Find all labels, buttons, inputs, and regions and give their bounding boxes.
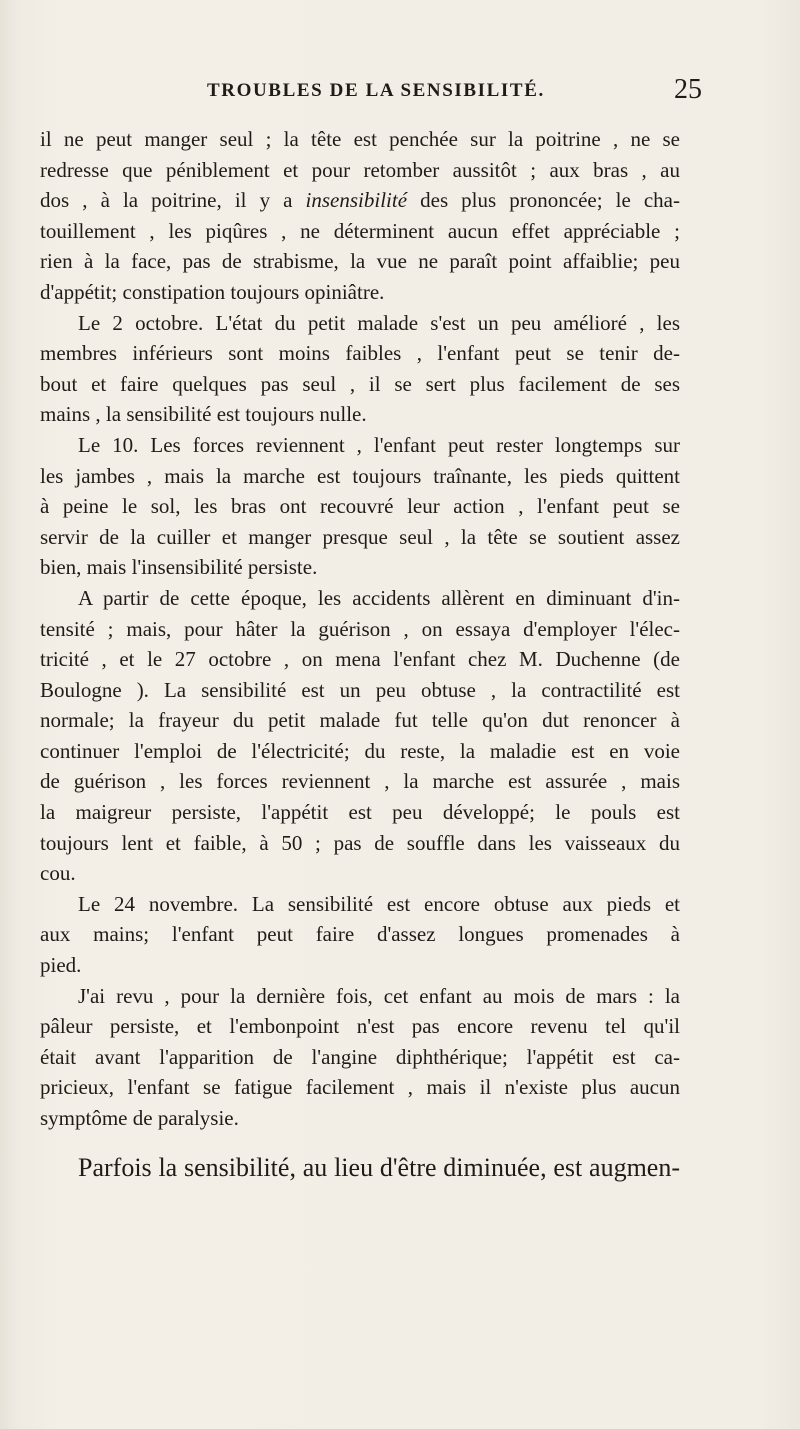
text-line-segment: était avant l'apparition de l'angine diphthérique; l'appétit est ca-	[40, 1044, 680, 1069]
text-line	[40, 858, 680, 889]
text-line	[40, 1072, 680, 1103]
italic-term: insensibilité	[305, 188, 408, 213]
text-line	[40, 797, 680, 828]
text-line-segment: pied.	[40, 953, 82, 978]
text-line-segment: Boulogne ). La sensibilité est un peu obtuse , la contractilité est	[40, 677, 680, 702]
text-line	[40, 155, 680, 186]
text-line-segment: A partir de cette époque, les accidents allèrent en diminuant d'in-	[78, 585, 680, 610]
text-line	[40, 124, 680, 155]
text-line	[40, 889, 680, 920]
text-line	[40, 216, 680, 247]
text-line	[40, 766, 680, 797]
text-line	[40, 369, 680, 400]
text-line	[40, 644, 680, 675]
text-line-segment: aux mains; l'enfant peut faire d'assez longues promenades à	[40, 922, 680, 947]
text-line-segment: les jambes , mais la marche est toujours traînante, les pieds quittent	[40, 463, 680, 488]
text-line	[40, 246, 680, 277]
text-line	[40, 185, 680, 216]
text-line-segment: la maigreur persiste, l'appétit est peu développé; le pouls est	[40, 800, 680, 825]
text-line-segment: dos , à la poitrine, il y a	[40, 188, 306, 213]
text-line	[40, 338, 680, 369]
text-line-segment: à peine le sol, les bras ont recouvré leur action , l'enfant peut se	[40, 494, 680, 519]
text-line-segment: pricieux, l'enfant se fatigue facilement , mais il n'existe plus aucun	[40, 1075, 680, 1100]
page-header	[0, 74, 800, 110]
text-line	[40, 675, 680, 706]
text-line-segment: Le 10. Les forces reviennent , l'enfant peut rester longtemps sur	[78, 432, 680, 457]
text-line	[40, 461, 680, 492]
text-line	[40, 1011, 680, 1042]
text-line	[40, 308, 680, 339]
text-line-segment: toujours lent et faible, à 50 ; pas de souffle dans les vaisseaux du	[40, 830, 680, 855]
text-line	[40, 828, 680, 859]
text-line	[40, 736, 680, 767]
text-line-segment: J'ai revu , pour la dernière fois, cet enfant au mois de mars : la	[78, 983, 680, 1008]
text-line-segment: servir de la cuiller et manger presque seul , la tête se soutient assez	[40, 524, 680, 549]
text-line	[40, 919, 680, 950]
text-line-segment: Le 2 octobre. L'état du petit malade s'est un peu amélioré , les	[78, 310, 680, 335]
text-line	[40, 614, 680, 645]
text-line-segment: redresse que péniblement et pour retomber aussitôt ; aux bras , au	[40, 157, 680, 182]
text-line-segment: Parfois la sensibilité, au lieu d'être diminuée, est augmen-	[78, 1152, 680, 1182]
text-line-segment: membres inférieurs sont moins faibles , l'enfant peut se tenir de-	[40, 341, 680, 366]
text-line-segment: des plus prononcée; le cha-	[407, 188, 680, 213]
text-line-segment: normale; la frayeur du petit malade fut telle qu'on dut renoncer à	[40, 708, 680, 733]
text-line-segment: pâleur persiste, et l'embonpoint n'est pas encore revenu tel qu'il	[40, 1014, 680, 1039]
text-line	[40, 1146, 680, 1190]
text-line	[40, 705, 680, 736]
text-line	[40, 981, 680, 1012]
text-line-segment: tricité , et le 27 octobre , on mena l'enfant chez M. Duchenne (de	[40, 647, 680, 672]
text-line	[40, 552, 680, 583]
text-line	[40, 950, 680, 981]
text-line-segment: mains , la sensibilité est toujours nulle.	[40, 402, 367, 427]
running-head: TROUBLES DE LA SENSIBILITÉ.	[207, 80, 545, 101]
text-line	[40, 583, 680, 614]
text-line-segment: bout et faire quelques pas seul , il se sert plus facilement de ses	[40, 371, 680, 396]
text-line-segment: cou.	[40, 861, 76, 886]
text-line	[40, 491, 680, 522]
text-line-segment: tensité ; mais, pour hâter la guérison , on essaya d'employer l'élec-	[40, 616, 680, 641]
text-line-segment: d'appétit; constipation toujours opiniâtre.	[40, 279, 385, 304]
text-line-segment: touillement , les piqûres , ne déterminent aucun effet appréciable ;	[40, 218, 680, 243]
text-line-segment: continuer l'emploi de l'électricité; du reste, la maladie est en voie	[40, 738, 680, 763]
text-line-segment: il ne peut manger seul ; la tête est penchée sur la poitrine , ne se	[40, 127, 680, 151]
body-text	[40, 124, 800, 1190]
text-line-segment: de guérison , les forces reviennent , la marche est assurée , mais	[40, 769, 680, 794]
text-line	[40, 1042, 680, 1073]
text-line-segment: symptôme de paralysie.	[40, 1106, 239, 1130]
text-line	[40, 1103, 680, 1134]
page-number: 25	[674, 74, 702, 105]
text-line-segment: bien, mais l'insensibilité persiste.	[40, 555, 318, 580]
text-line-segment: Le 24 novembre. La sensibilité est encore obtuse aux pieds et	[78, 891, 680, 916]
text-line	[40, 522, 680, 553]
text-line	[40, 399, 680, 430]
text-line	[40, 430, 680, 461]
text-line	[40, 277, 680, 308]
text-line-segment: rien à la face, pas de strabisme, la vue ne paraît point affaiblie; peu	[40, 249, 680, 274]
